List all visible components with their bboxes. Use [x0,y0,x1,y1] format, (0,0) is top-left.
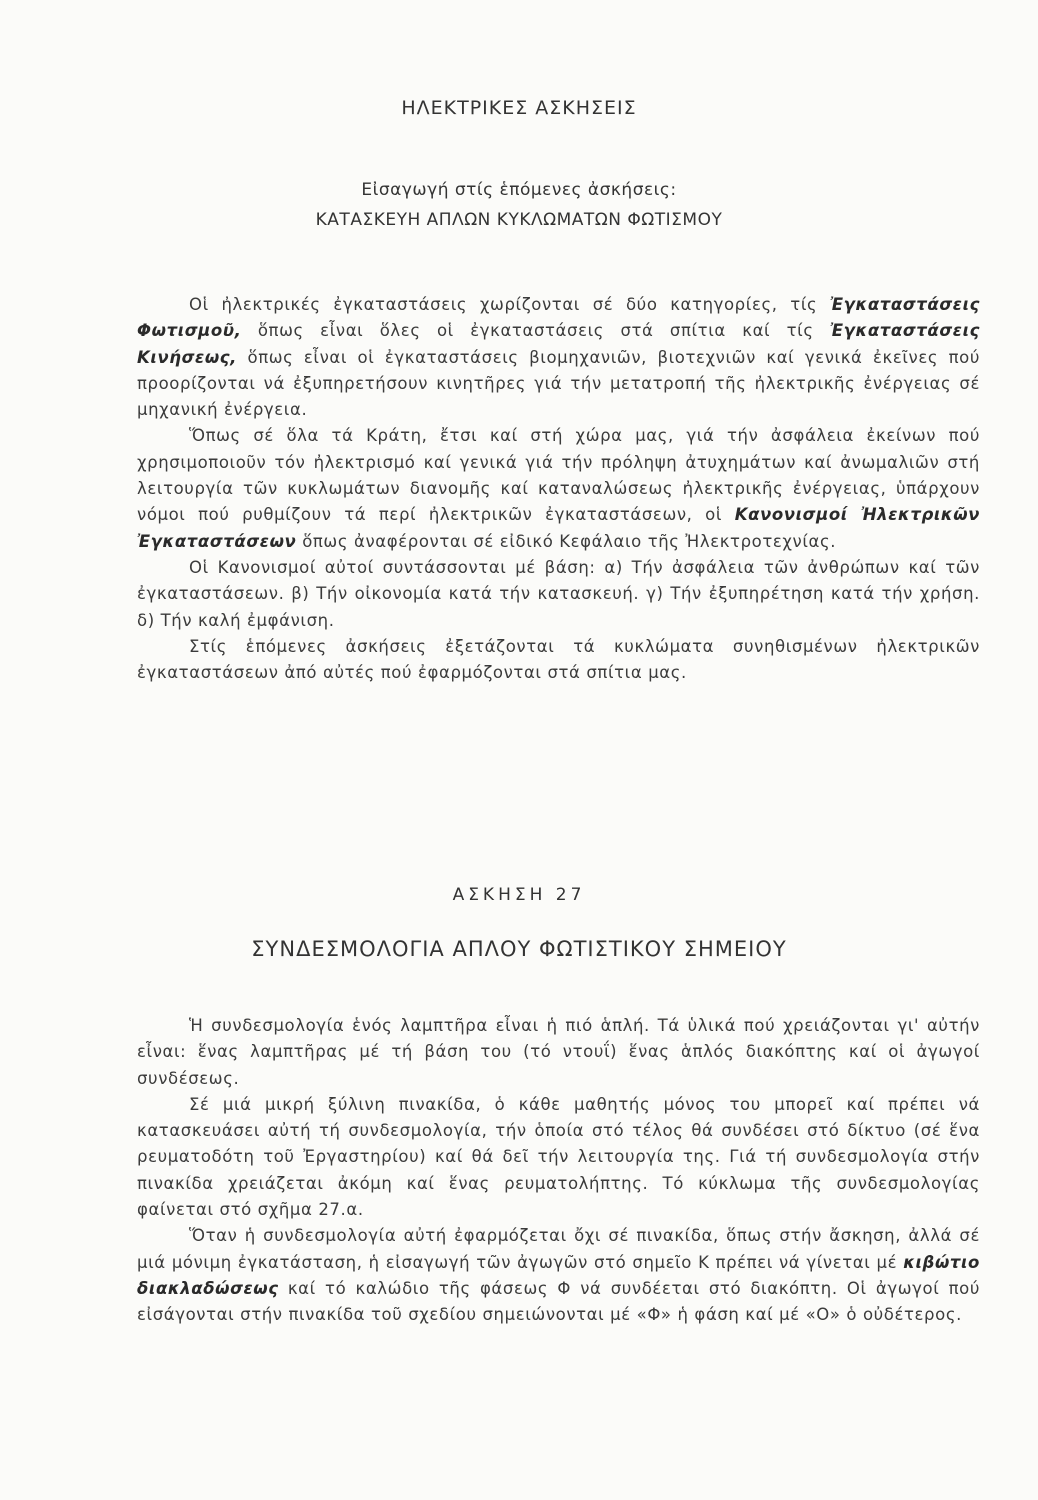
text-run: ὅπως ἀναφέρονται σέ εἰδικό Κεφάλαιο τῆς Ἠλεκτροτεχνίας. [296,531,837,551]
text-run: ὅπως εἶναι ὅλες οἱ ἐγκαταστάσεις στά σπίτια καί τίς [241,321,831,341]
exercise-number: ΑΣΚΗΣΗ 27 [452,885,586,905]
intro-paragraph-2 [137,423,980,554]
emphasis-term: Ἐγκαταστάσεις Φωτισμοῦ, [137,295,980,341]
emphasis-term: Κανονισμοί Ἠλεκτρικῶν Ἐγκαταστάσεων [137,505,980,551]
intro-subtitle: Εἰσαγωγή στίς ἑπόμενες ἀσκήσεις: [361,180,677,200]
emphasis-term: κιβώτιο διακλαδώσεως [137,1252,980,1298]
intro-paragraph-1 [137,292,980,423]
exercise-text [137,1013,980,1329]
exercise-title: ΣΥΝΔΕΣΜΟΛΟΓΙΑ ΑΠΛΟΥ ΦΩΤΙΣΤΙΚΟΥ ΣΗΜΕΙΟΥ [251,937,787,961]
page-title: ΗΛΕΚΤΡΙΚΕΣ ΑΣΚΗΣΕΙΣ [401,97,637,119]
text-run: Ὅταν ἡ συνδεσμολογία αὐτή ἐφαρμόζεται ὄχι σέ πινακίδα, ὅπως στήν ἄσκηση, ἀλλά σέ μιά μόνιμη ἐγκατάσταση, ἡ εἰσαγωγή τῶν ἀγωγῶν στό σημεῖο Κ πρέπει νά γίνεται μέ [137,1226,980,1272]
emphasis-term: Ἐγκαταστάσεις Κινήσεως, [137,321,980,367]
exercise-paragraph-3 [137,1223,980,1328]
intro-title: ΚΑΤΑΣΚΕΥΗ ΑΠΛΩΝ ΚΥΚΛΩΜΑΤΩΝ ΦΩΤΙΣΜΟΥ [315,210,723,230]
text-run: Οἱ ἠλεκτρικές ἐγκαταστάσεις χωρίζονται σέ δύο κατηγορίες, τίς [189,295,831,314]
exercise-paragraph-2: Σέ μιά μικρή ξύλινη πινακίδα, ὁ κάθε μαθητής μόνος του μπορεῖ καί πρέπει νά κατασκευάσει αὐτή τή συνδεσμολογία, τήν ὁποία στό τέλος θά συνδέσει στό δίκτυο (σέ ἕνα ρευματοδότη τοῦ Ἐργαστηρίου) καί θά δεῖ τήν λειτουργία της. Γιά τή συνδεσμολογία στήν πινακίδα χρειάζεται ἀκόμη καί ἕνας ρευματολήπτης. Τό κύκλωμα τῆς συνδεσμολογίας φαίνεται στό σχῆμα 27.α. [137,1094,980,1220]
text-run: Ὅπως σέ ὅλα τά Κράτη, ἔτσι καί στή χώρα μας, γιά τήν ἀσφάλεια ἐκείνων πού χρησιμοποιοῦν τόν ἠλεκτρισμό καί γενικά γιά τήν πρόληψη ἀτυχημάτων καί ἀνωμαλιῶν στή λειτουργία τῶν κυκλωμάτων διανομῆς καί καταναλώσεως ἠλεκτρικῆς ἐνέργειας, ὑπάρχουν νόμοι πού ρυθμίζουν τά περί ἠλεκτρικῶν ἐγκαταστάσεων, οἱ [137,426,980,525]
intro-paragraph-3: Οἱ Κανονισμοί αὐτοί συντάσσονται μέ βάση: α) Τήν ἀσφάλεια τῶν ἀνθρώπων καί τῶν ἐγκαταστάσεων. β) Τήν οἰκονομία κατά τήν κατασκευή. γ) Τήν ἐξυπηρέτηση κατά τήν χρήση. δ) Τήν καλή ἐμφάνιση. [137,557,980,630]
exercise-paragraph-1: Ἡ συνδεσμολογία ἑνός λαμπτῆρα εἶναι ἡ πιό ἁπλή. Τά ὑλικά πού χρειάζονται γι' αὐτήν εἶναι: ἕνας λαμπτῆρας μέ τή βάση του (τό ντουΐ) ἕνας ἁπλός διακόπτης καί οἱ ἀγωγοί συνδέσεως. [137,1016,980,1088]
intro-text [137,292,980,686]
text-run: ὅπως εἶναι οἱ ἐγκαταστάσεις βιομηχανιῶν, βιοτεχνιῶν καί γενικά ἐκεῖνες πού προορίζονται νά ἐξυπηρετήσουν κινητῆρες γιά τήν μετατροπή τῆς ἠλεκτρικῆς ἐνέργειας σέ μηχανική ἐνέργεια. [137,347,980,420]
intro-paragraph-4: Στίς ἑπόμενες ἀσκήσεις ἐξετάζονται τά κυκλώματα συνηθισμένων ἠλεκτρικῶν ἐγκαταστάσεων ἀπό αὐτές πού ἐφαρμόζονται στά σπίτια μας. [137,636,980,683]
text-run: καί τό καλώδιο τῆς φάσεως Φ νά συνδέεται στό διακόπτη. Οἱ ἀγωγοί πού εἰσάγονται στήν πινακίδα τοῦ σχεδίου σημειώνονται μέ «Φ» ἡ φάση καί μέ «Ο» ὁ οὐδέτερος. [137,1278,980,1325]
